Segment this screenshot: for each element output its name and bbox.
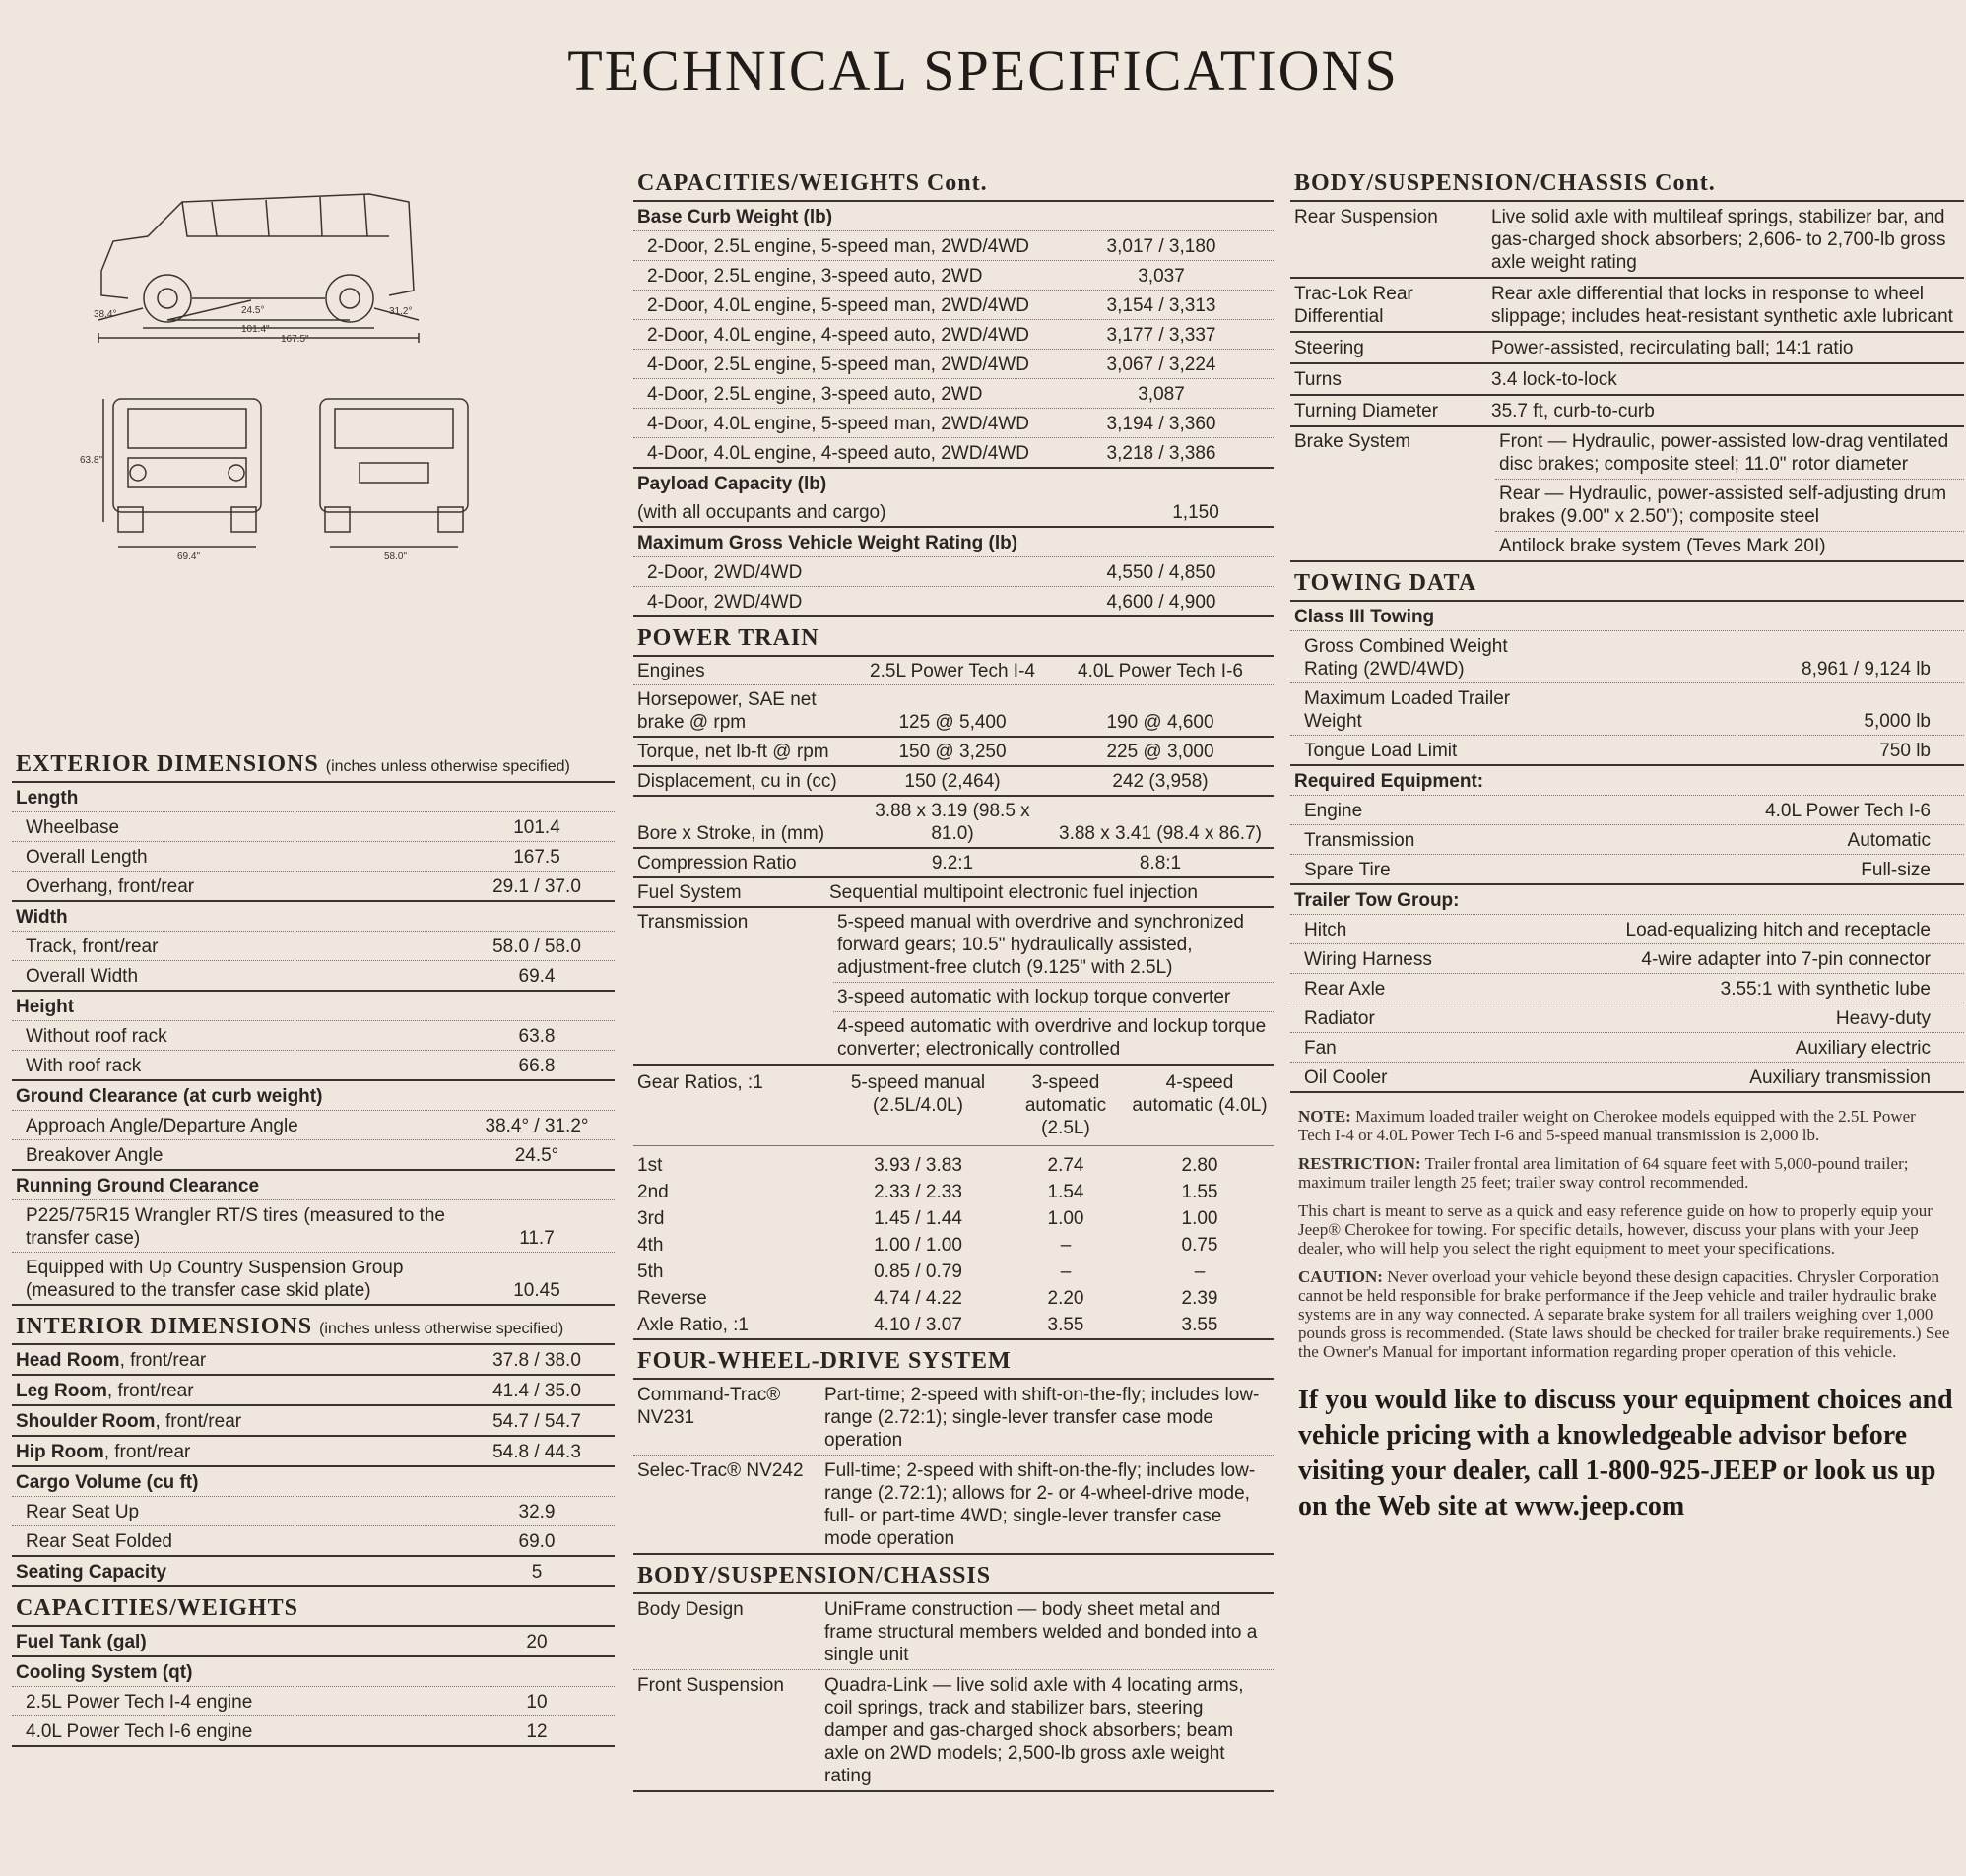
spec-group-title: Length — [12, 783, 615, 812]
interior-row — [12, 1345, 615, 1376]
powertrain-value-i4: 150 (2,464) — [904, 771, 1001, 792]
towing-row — [1290, 825, 1964, 855]
spec-block-desc: Power-assisted, recirculating ball; 14:1 ratio — [1491, 338, 1854, 358]
gear-row — [633, 1312, 1274, 1338]
spec-value: 66.8 — [518, 1056, 556, 1076]
spec-value: 11.7 — [519, 1228, 555, 1249]
towing-value: Heavy-duty — [1835, 1008, 1931, 1029]
interior-bold: Head Room — [16, 1350, 120, 1371]
fwd-heading: FOUR-WHEEL-DRIVE SYSTEM — [633, 1344, 1274, 1380]
towing-label: Spare Tire — [1304, 860, 1391, 880]
transmission-item: 3-speed automatic with lockup torque converter — [833, 983, 1274, 1012]
spec-label: Overall Width — [26, 966, 139, 987]
column-middle — [633, 162, 1274, 1792]
gear-label: Reverse — [637, 1288, 707, 1309]
curb-weight-title: Base Curb Weight (lb) — [633, 202, 1274, 231]
powertrain-row — [633, 767, 1274, 797]
spec-block — [633, 1594, 1274, 1670]
spec-row — [633, 231, 1274, 261]
gear-label: 2nd — [637, 1182, 669, 1202]
gear-5spd: 0.85 / 0.79 — [874, 1261, 962, 1282]
spec-row — [633, 379, 1274, 409]
spec-row — [12, 872, 615, 902]
interior-label — [16, 1411, 241, 1433]
interior-note: , front/rear — [155, 1411, 242, 1432]
spec-block-desc: 3.4 lock-to-lock — [1491, 369, 1617, 390]
spec-block-desc: Part-time; 2-speed with shift-on-the-fly; includes low-range (2.72:1); single-lever transfer case mode operation — [824, 1385, 1260, 1451]
gear-3spd: 3.55 — [1047, 1315, 1084, 1335]
towing-row — [1290, 736, 1964, 766]
wheelbase-label: 101.4" — [241, 324, 270, 335]
spec-label: Approach Angle/Departure Angle — [26, 1116, 298, 1136]
vehicle-diagram — [80, 182, 517, 615]
spec-row — [633, 409, 1274, 438]
fwd-rows — [633, 1380, 1274, 1555]
towing-label: Fan — [1304, 1038, 1337, 1059]
transmission-row: Transmission 5-speed manual with overdrive and synchronized forward gears; 10.5" hydraulically assisted, adjustment-free clutch (9.125" with 2.5L) 3-speed automatic with lockup torque converter 4-speed automatic with overdrive and lockup torque converter; electronically controlled — [633, 908, 1274, 1066]
height-label: 63.8" — [80, 455, 103, 466]
spec-row — [12, 1200, 615, 1253]
gear-5spd: 4.10 / 3.07 — [874, 1315, 962, 1335]
spec-value: 101.4 — [513, 817, 560, 838]
brake-item: Rear — Hydraulic, power-assisted self-adjusting drum brakes (9.00" x 2.50"); composite steel — [1495, 480, 1964, 532]
track-label: 58.0" — [384, 551, 408, 562]
gear-3spd: 1.54 — [1047, 1182, 1084, 1202]
payload-row: (with all occupants and cargo) 1,150 — [633, 497, 1274, 528]
interior-bold: Hip Room — [16, 1442, 104, 1462]
spec-row — [12, 1253, 615, 1306]
gear-ratio-header: Gear Ratios, :1 5-speed manual (2.5L/4.0L) 3-speed automatic (2.5L) 4-speed automatic (4.0L) — [633, 1066, 1274, 1146]
towing-value: 4.0L Power Tech I-6 — [1765, 801, 1931, 821]
interior-bold: Shoulder Room — [16, 1411, 156, 1432]
interior-note: , front/rear — [106, 1381, 194, 1401]
departure-angle-label: 31.2° — [389, 306, 413, 317]
spec-value: 24.5° — [514, 1145, 559, 1166]
interior-value: 37.8 / 38.0 — [492, 1350, 581, 1371]
gear-row — [633, 1179, 1274, 1205]
trailer-tow-title: Trailer Tow Group: — [1290, 885, 1964, 915]
gear-4spd: 1.00 — [1181, 1208, 1218, 1229]
towing-value: 750 lb — [1879, 741, 1931, 761]
spec-block-label: Body Design — [637, 1599, 744, 1620]
gear-3spd: 2.20 — [1047, 1288, 1084, 1309]
interior-row — [12, 1376, 615, 1406]
spec-block-desc: Live solid axle with multileaf springs, stabilizer bar, and gas-charged shock absorbers; 2,606- to 2,700-lb gross axle weight rating — [1491, 207, 1946, 273]
gear-row — [633, 1152, 1274, 1179]
curb-rows — [633, 231, 1274, 469]
caution-paragraph: CAUTION: Never overload your vehicle beyond these design capacities. Chrysler Corporation cannot be held responsible for brake performance if the Jeep vehicle and trailer hydraulic brake systems are in any way connected. A separate brake system for all trailers weighing over 1,000 pounds gross is recommended. (State laws should be checked for trailer brake requirements.) See the Owner's Manual for important information regarding proper operation of this vehicle. — [1298, 1267, 1950, 1361]
spec-block-desc: Full-time; 2-speed with shift-on-the-fly; includes low-range (2.72:1); allows for 2- or 4-wheel-drive mode, full- or part-time 4WD; single-lever transfer case mode operation — [824, 1460, 1256, 1549]
spec-row — [12, 1497, 615, 1526]
interior-row — [12, 1406, 615, 1437]
spec-row — [633, 261, 1274, 291]
fuel-system-row: Fuel System Sequential multipoint electronic fuel injection — [633, 878, 1274, 908]
spec-row — [633, 438, 1274, 469]
spec-row — [633, 350, 1274, 379]
gear-4spd: 3.55 — [1181, 1315, 1218, 1335]
interior-value: 41.4 / 35.0 — [492, 1381, 581, 1401]
required-title: Required Equipment: — [1290, 766, 1964, 796]
spec-row — [633, 557, 1274, 587]
interior-value: 54.8 / 44.3 — [492, 1442, 581, 1462]
spec-value: 12 — [526, 1721, 548, 1742]
interior-note: , front/rear — [119, 1350, 207, 1371]
gear-5spd: 1.45 / 1.44 — [874, 1208, 962, 1229]
powertrain-value-i6: 225 @ 3,000 — [1106, 742, 1214, 762]
body-rows — [633, 1594, 1274, 1792]
spec-group-title: Running Ground Clearance — [12, 1171, 615, 1200]
powertrain-value-i6: 242 (3,958) — [1112, 771, 1209, 792]
powertrain-row — [633, 685, 1274, 738]
gear-label: 1st — [637, 1155, 663, 1176]
gear-row — [633, 1259, 1274, 1285]
towing-value: Auxiliary transmission — [1749, 1067, 1931, 1088]
towing-label: Oil Cooler — [1304, 1067, 1388, 1088]
spec-label: 2-Door, 2.5L engine, 3-speed auto, 2WD — [647, 266, 983, 287]
spec-label: 4-Door, 4.0L engine, 5-speed man, 2WD/4WD — [647, 414, 1029, 434]
spec-value: 69.4 — [518, 966, 556, 987]
spec-row — [12, 842, 615, 872]
notes-block — [1290, 1093, 1964, 1361]
towing-value: Full-size — [1861, 860, 1931, 880]
cargo-group: Cargo Volume (cu ft) — [12, 1467, 615, 1497]
brake-item: Front — Hydraulic, power-assisted low-drag ventilated disc brakes; composite steel; 11.0" rotor diameter — [1495, 427, 1964, 480]
gear-4spd: 2.39 — [1181, 1288, 1218, 1309]
powertrain-value-i4: 2.5L Power Tech I-4 — [870, 661, 1035, 681]
class-iii-title: Class III Towing — [1290, 602, 1964, 631]
approach-angle-label: 38.4° — [94, 309, 117, 320]
spec-value: 3,177 / 3,337 — [1106, 325, 1216, 346]
towing-label: Hitch — [1304, 920, 1347, 940]
interior-heading: INTERIOR DIMENSIONS (inches unless otherwise specified) — [12, 1310, 615, 1345]
spec-value: 38.4° / 31.2° — [485, 1116, 589, 1136]
spec-value: 63.8 — [518, 1026, 556, 1047]
column-right — [1290, 162, 1964, 1524]
breakover-angle-label: 24.5° — [241, 305, 265, 316]
gear-5spd: 2.33 / 2.33 — [874, 1182, 962, 1202]
powertrain-label: Bore x Stroke, in (mm) — [637, 823, 825, 844]
spec-block-desc: 35.7 ft, curb-to-curb — [1491, 401, 1655, 421]
note-paragraph: NOTE: Maximum loaded trailer weight on Cherokee models equipped with the 2.5L Power Tech I-4 or 4.0L Power Tech I-6 and 5-speed manual transmission is 2,000 lb. — [1298, 1107, 1916, 1144]
spec-group-title: Height — [12, 992, 615, 1021]
required-rows — [1290, 796, 1964, 885]
spec-block — [1290, 364, 1964, 396]
brake-system-row: Brake System Front — Hydraulic, power-assisted low-drag ventilated disc brakes; composite steel; 11.0" rotor diameter Rear — Hydraulic, power-assisted self-adjusting drum brakes (9.00" x 2.50"); composite steel Antilock brake system (Teves Mark 20I) — [1290, 427, 1964, 562]
towing-row — [1290, 1063, 1964, 1093]
gear-4spd: 2.80 — [1181, 1155, 1218, 1176]
towing-row — [1290, 796, 1964, 825]
powertrain-label: Engines — [637, 661, 705, 681]
spec-label: Breakover Angle — [26, 1145, 164, 1166]
spec-block-desc: UniFrame construction — body sheet metal and frame structural members welded and bonded into a single unit — [824, 1599, 1258, 1665]
spec-value: 4,600 / 4,900 — [1106, 592, 1216, 613]
spec-row — [12, 1051, 615, 1081]
spec-label: Rear Seat Up — [26, 1502, 140, 1522]
bodycont-rows — [1290, 202, 1964, 427]
spec-label: Overall Length — [26, 847, 148, 868]
towing-label: Transmission — [1304, 830, 1415, 851]
powertrain-value-i6: 8.8:1 — [1139, 853, 1182, 873]
powertrain-row — [633, 657, 1274, 685]
chart-paragraph: This chart is meant to serve as a quick and easy reference guide on how to properly equip your Jeep® Cherokee for towing. For specific details, however, discuss your plans with your Jeep dealer, who will help you select the right equipment to meet your specifications. — [1298, 1201, 1933, 1258]
page-title: TECHNICAL SPECIFICATIONS — [567, 38, 1399, 102]
towing-label: Engine — [1304, 801, 1363, 821]
cargo-rows — [12, 1497, 615, 1557]
brake-item: Antilock brake system (Teves Mark 20I) — [1499, 536, 1826, 556]
powertrain-value-i6: 4.0L Power Tech I-6 — [1078, 661, 1243, 681]
towing-heading: TOWING DATA — [1290, 566, 1964, 602]
spec-label: 4.0L Power Tech I-6 engine — [26, 1721, 253, 1742]
cooling-rows — [12, 1687, 615, 1747]
powertrain-label: Compression Ratio — [637, 853, 797, 873]
gear-5spd: 3.93 / 3.83 — [874, 1155, 962, 1176]
towing-row — [1290, 944, 1964, 974]
towing-row — [1290, 855, 1964, 885]
gear-row — [633, 1285, 1274, 1312]
gear-4spd: 0.75 — [1181, 1235, 1218, 1256]
spec-label: 4-Door, 4.0L engine, 4-speed auto, 2WD/4WD — [647, 443, 1029, 464]
interior-label — [16, 1350, 206, 1372]
spec-group-title: Ground Clearance (at curb weight) — [12, 1081, 615, 1111]
spec-label: Wheelbase — [26, 817, 120, 838]
powertrain-value-i6: 3.88 x 3.41 (98.4 x 86.7) — [1059, 823, 1262, 844]
towing-value: Automatic — [1847, 830, 1931, 851]
spec-block-desc: Rear axle differential that locks in response to wheel slippage; includes heat-resistant synthetic axle lubricant — [1491, 284, 1953, 327]
spec-value: 10 — [526, 1692, 548, 1713]
towing-label: Gross Combined Weight Rating (2WD/4WD) — [1304, 636, 1508, 679]
powertrain-row — [633, 849, 1274, 878]
towing-value: Auxiliary electric — [1795, 1038, 1931, 1059]
towing-row — [1290, 1003, 1964, 1033]
class-rows — [1290, 631, 1964, 766]
spec-block — [1290, 279, 1964, 333]
towing-label: Radiator — [1304, 1008, 1375, 1029]
interior-bold: Leg Room — [16, 1381, 107, 1401]
spec-block-label: Selec-Trac® NV242 — [637, 1460, 804, 1481]
powertrain-value-i4: 125 @ 5,400 — [898, 712, 1007, 733]
gvwr-title: Maximum Gross Vehicle Weight Rating (lb) — [633, 528, 1274, 557]
width-label: 69.4" — [177, 551, 201, 562]
exterior-heading: EXTERIOR DIMENSIONS (inches unless otherwise specified) — [12, 747, 615, 783]
gear-row — [633, 1205, 1274, 1232]
spec-block-label: Command-Trac® NV231 — [637, 1385, 781, 1428]
towing-value: 8,961 / 9,124 lb — [1802, 659, 1931, 679]
call-to-action: If you would like to discuss your equipment choices and vehicle pricing with a knowledgeable advisor before visiting your dealer, call 1-800-925-JEEP or look us up on the Web site at www.jeep.com — [1298, 1385, 1953, 1521]
capacities-heading: CAPACITIES/WEIGHTS — [12, 1591, 615, 1627]
gear-3spd: 2.74 — [1047, 1155, 1084, 1176]
interior-note: , front/rear — [103, 1442, 191, 1462]
spec-block — [633, 1380, 1274, 1456]
interior-value: 54.7 / 54.7 — [492, 1411, 581, 1432]
gear-4spd: 1.55 — [1181, 1182, 1218, 1202]
towing-label: Rear Axle — [1304, 979, 1386, 1000]
towing-row — [1290, 915, 1964, 944]
spec-label: Equipped with Up Country Suspension Group (measured to the transfer case skid plate) — [26, 1258, 404, 1301]
spec-label: 4-Door, 2.5L engine, 3-speed auto, 2WD — [647, 384, 983, 405]
spec-block-label: Turning Diameter — [1294, 401, 1439, 421]
gear-4spd: – — [1194, 1261, 1206, 1282]
spec-label: 2.5L Power Tech I-4 engine — [26, 1692, 253, 1713]
powertrain-row — [633, 797, 1274, 849]
gear-3spd: 1.00 — [1047, 1208, 1084, 1229]
spec-block — [633, 1456, 1274, 1555]
spec-group-title: Width — [12, 902, 615, 932]
interior-label — [16, 1381, 194, 1402]
towing-value: 5,000 lb — [1864, 711, 1931, 732]
spec-row — [12, 812, 615, 842]
spec-row — [633, 587, 1274, 617]
restriction-paragraph: RESTRICTION: Trailer frontal area limitation of 64 square feet with 5,000-pound trailer; maximum trailer length 25 feet; trailer sway control recommended. — [1298, 1154, 1909, 1192]
spec-value: 3,218 / 3,386 — [1106, 443, 1216, 464]
spec-value: 3,154 / 3,313 — [1106, 295, 1216, 316]
spec-block-label: Rear Suspension — [1294, 207, 1438, 227]
spec-block — [1290, 202, 1964, 279]
gear-row — [633, 1232, 1274, 1259]
spec-row — [12, 1021, 615, 1051]
capacities-cont-heading: CAPACITIES/WEIGHTS Cont. — [633, 166, 1274, 202]
spec-value: 29.1 / 37.0 — [492, 876, 581, 897]
powertrain-value-i4: 3.88 x 3.19 (98.5 x 81.0) — [875, 801, 1030, 844]
seating-capacity-row: Seating Capacity 5 — [12, 1557, 615, 1587]
spec-block — [633, 1670, 1274, 1792]
spec-label: 2-Door, 2WD/4WD — [647, 562, 803, 583]
powertrain-value-i4: 150 @ 3,250 — [898, 742, 1007, 762]
spec-row — [12, 1140, 615, 1171]
cooling-group: Cooling System (qt) — [12, 1657, 615, 1687]
spec-block — [1290, 333, 1964, 364]
powertrain-label: Horsepower, SAE net brake @ rpm — [637, 689, 817, 733]
spec-label: With roof rack — [26, 1056, 142, 1076]
spec-label: Overhang, front/rear — [26, 876, 195, 897]
spec-block-desc: Quadra-Link — live solid axle with 4 locating arms, coil springs, track and stabilizer bars, steering damper and gas-charged shock absorbers; beam axle on 2WD models; 2,500-lb gross axle weight rating — [824, 1675, 1244, 1786]
spec-label: Rear Seat Folded — [26, 1531, 172, 1552]
powertrain-label: Displacement, cu in (cc) — [637, 771, 837, 792]
towing-label: Tongue Load Limit — [1304, 741, 1458, 761]
spec-row — [12, 1716, 615, 1747]
powertrain-value-i6: 190 @ 4,600 — [1106, 712, 1214, 733]
spec-block-label: Steering — [1294, 338, 1364, 358]
interior-row — [12, 1437, 615, 1467]
towing-row — [1290, 1033, 1964, 1063]
spec-value: 32.9 — [518, 1502, 556, 1522]
spec-label: 4-Door, 2.5L engine, 5-speed man, 2WD/4WD — [647, 355, 1029, 375]
exterior-groups — [12, 783, 615, 1306]
spec-row — [12, 1687, 615, 1716]
gear-5spd: 1.00 / 1.00 — [874, 1235, 962, 1256]
spec-row — [12, 1526, 615, 1557]
spec-value: 58.0 / 58.0 — [492, 937, 581, 957]
spec-label: 4-Door, 2WD/4WD — [647, 592, 803, 613]
spec-block — [1290, 396, 1964, 427]
spec-row — [633, 291, 1274, 320]
towing-row — [1290, 631, 1964, 683]
towing-row — [1290, 974, 1964, 1003]
spec-value: 3,017 / 3,180 — [1106, 236, 1216, 257]
interior-rows — [12, 1345, 615, 1467]
towing-label: Maximum Loaded Trailer Weight — [1304, 688, 1511, 732]
gear-label: 5th — [637, 1261, 664, 1282]
towing-row — [1290, 683, 1964, 736]
spec-label: 2-Door, 4.0L engine, 4-speed auto, 2WD/4WD — [647, 325, 1029, 346]
spec-row — [12, 1111, 615, 1140]
gear-3spd: – — [1060, 1261, 1072, 1282]
spec-row — [12, 932, 615, 961]
spec-value: 3,067 / 3,224 — [1106, 355, 1216, 375]
gear-label: 4th — [637, 1235, 664, 1256]
powertrain-value-i4: 9.2:1 — [931, 853, 974, 873]
spec-value: 69.0 — [518, 1531, 556, 1552]
body-cont-heading: BODY/SUSPENSION/CHASSIS Cont. — [1290, 166, 1964, 202]
gear-label: 3rd — [637, 1208, 665, 1229]
spec-label: 2-Door, 4.0L engine, 5-speed man, 2WD/4WD — [647, 295, 1029, 316]
transmission-item: 4-speed automatic with overdrive and lockup torque converter; electronically controlled — [837, 1016, 1267, 1060]
spec-label: Track, front/rear — [26, 937, 159, 957]
towing-value: 4-wire adapter into 7-pin connector — [1641, 949, 1931, 970]
spec-block-label: Front Suspension — [637, 1675, 784, 1696]
powertrain-heading: POWER TRAIN — [633, 621, 1274, 657]
transmission-item: 5-speed manual with overdrive and synchronized forward gears; 10.5" hydraulically assisted, adjustment-free clutch (9.125" with 2.5L) — [833, 908, 1274, 983]
length-label: 167.5" — [281, 334, 309, 345]
gear-rows — [633, 1146, 1274, 1340]
powertrain-label: Torque, net lb-ft @ rpm — [637, 742, 829, 762]
gear-5spd: 4.74 / 4.22 — [874, 1288, 962, 1309]
spec-label: 2-Door, 2.5L engine, 5-speed man, 2WD/4WD — [647, 236, 1029, 257]
column-left — [12, 744, 615, 1747]
fuel-tank-row: Fuel Tank (gal) 20 — [12, 1627, 615, 1657]
spec-row — [12, 961, 615, 992]
towing-value: 3.55:1 with synthetic lube — [1720, 979, 1931, 1000]
powertrain-row — [633, 738, 1274, 767]
gvwr-rows — [633, 557, 1274, 617]
body-heading: BODY/SUSPENSION/CHASSIS — [633, 1559, 1274, 1594]
payload-title: Payload Capacity (lb) — [637, 474, 827, 494]
spec-block-label: Trac-Lok Rear Differential — [1294, 284, 1413, 327]
gear-3spd: – — [1060, 1235, 1072, 1256]
interior-label — [16, 1442, 190, 1463]
powertrain-rows — [633, 657, 1274, 878]
spec-block-label: Turns — [1294, 369, 1342, 390]
tow-rows — [1290, 915, 1964, 1093]
spec-value: 3,037 — [1138, 266, 1185, 287]
spec-value: 3,087 — [1138, 384, 1185, 405]
spec-value: 10.45 — [513, 1280, 560, 1301]
spec-row — [633, 320, 1274, 350]
spec-value: 4,550 / 4,850 — [1106, 562, 1216, 583]
spec-label: P225/75R15 Wrangler RT/S tires (measured to the transfer case) — [26, 1205, 445, 1249]
spec-value: 3,194 / 3,360 — [1106, 414, 1216, 434]
towing-label: Wiring Harness — [1304, 949, 1432, 970]
gear-label: Axle Ratio, :1 — [637, 1315, 749, 1335]
spec-value: 167.5 — [513, 847, 560, 868]
spec-label: Without roof rack — [26, 1026, 167, 1047]
towing-value: Load-equalizing hitch and receptacle — [1625, 920, 1931, 940]
